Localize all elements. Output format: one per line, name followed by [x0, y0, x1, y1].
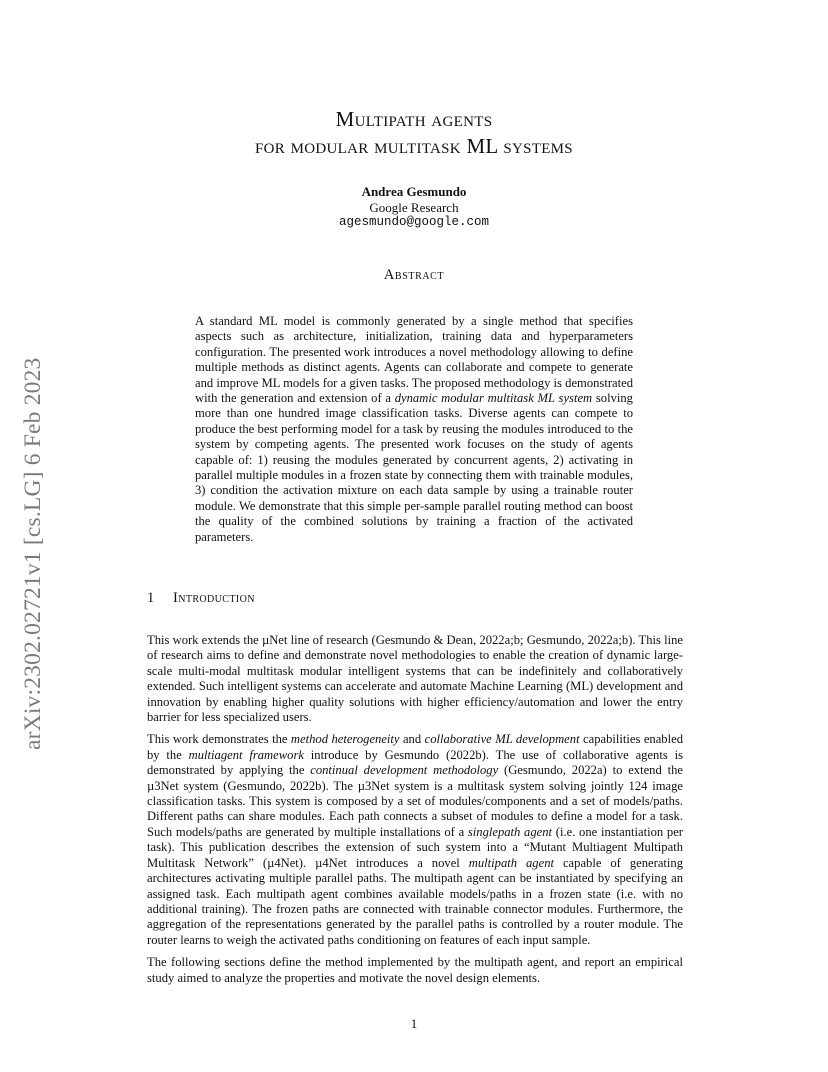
paragraph-3: The following sections define the method implemented by the multipath agent, and report an empirical study aimed to analyze the properties and motivate the novel design elements. — [147, 955, 683, 985]
page-number: 1 — [410, 1016, 418, 1031]
p2-emphasis-2: collaborative ML development — [424, 732, 580, 747]
paper-title-line-2: for modular multitask ML systems — [255, 134, 573, 158]
paper-title — [0, 106, 828, 160]
p2-text-2: and — [399, 732, 425, 747]
p2-text-4: introduce by Gesmundo (2022b). The use of collaborative agents is demonstrated by applying the — [147, 747, 683, 778]
section-title: Introduction — [173, 590, 255, 606]
abstract-heading: Abstract — [383, 267, 445, 283]
p2-emphasis-4: continual development methodology — [310, 763, 499, 778]
p2-emphasis-6: multipath agent — [468, 855, 554, 870]
p2-text-7: capable of generating architectures activating multiple parallel paths. The multipath agent can be instantiated by specifying an assigned task. Each multipath agent combines available models/paths in a frozen state (i.e. with no additional training). The frozen paths are connected with trainable connector modules. Furthermore, the aggregation of the representations generated by the parallel paths is controlled by a router module. The router learns to weigh the activated paths conditioning on features of each input sample. — [147, 855, 683, 947]
p2-emphasis-5: singlepath agent — [467, 824, 553, 839]
author-block — [0, 184, 828, 231]
section-number: 1 — [147, 590, 155, 606]
author-email: agesmundo@google.com — [338, 215, 490, 229]
introduction-body — [147, 633, 683, 993]
p2-text-5: (Gesmundo, 2022a) to extend the µ3Net system (Gesmundo, 2022b). The µ3Net system is a multitask system solving jointly 124 image classification tasks. This system is composed by a set of modules/components and a set of models/paths. Different paths can share modules. Each path connects a subset of modules to define a model for a task. Such models/paths are generated by multiple installations of a — [147, 763, 683, 839]
abstract-text — [195, 314, 633, 545]
paragraph-2 — [147, 732, 683, 948]
section-heading — [147, 590, 255, 607]
abstract-text-part-2: solving more than one hundred image classification tasks. Diverse agents can compete to produce the best performing model for a task by reusing the modules introduced to the system by competing agents. The presented work focuses on the study of agents capable of: 1) reusing the modules generated by concurrent agents, 2) activating in parallel multiple modules in a frozen state by connecting them with trainable modules, 3) condition the activation mixture on each data sample by using a trainable router module. We demonstrate that this simple per-sample parallel routing method can boost the quality of the combined solutions by training a fraction of the activated parameters. — [195, 391, 633, 544]
p2-text-1: This work demonstrates the — [147, 732, 291, 747]
abstract-text-part-1: A standard ML model is commonly generated by a single method that specifies aspects such as architecture, initialization, training data and hyperparameters configuration. The presented work introduces a novel methodology allowing to define multiple methods as distinct agents. Agents can collaborate and compete to generate and improve ML models for a given tasks. The proposed methodology is demonstrated with the generation and extension of a — [195, 314, 633, 406]
p2-emphasis-3: multiagent framework — [188, 747, 304, 762]
p2-emphasis-1: method heterogeneity — [290, 732, 400, 747]
p2-text-3: capabilities enabled by the — [147, 732, 683, 762]
p2-text-6: (i.e. one instantiation per task). This publication describes the extension of such system into a “Mutant Multiagent Multipath Multitask Network” (µ4Net). µ4Net introduces a novel — [147, 824, 683, 870]
arxiv-identifier-stamp: arXiv:2302.02721v1 [cs.LG] 6 Feb 2023 — [20, 357, 46, 750]
paragraph-1: This work extends the µNet line of research (Gesmundo & Dean, 2022a;b; Gesmundo, 2022a;b). This line of research aims to define and demonstrate novel methodologies to enable the creation of dynamic large-scale multi-modal multitask modular intelligent systems that can be indefinitely and collaboratively extended. Such intelligent systems can accelerate and automate Machine Learning (ML) development and innovation by enabling higher quality solutions with higher efficiency/automation and lower the entry barrier for less specialized users. — [147, 633, 683, 725]
abstract-emphasis: dynamic modular multitask ML system — [394, 391, 593, 406]
paper-title-line-1: Multipath agents — [335, 107, 493, 131]
author-name: Andrea Gesmundo — [361, 184, 467, 199]
author-affiliation: Google Research — [369, 199, 459, 215]
